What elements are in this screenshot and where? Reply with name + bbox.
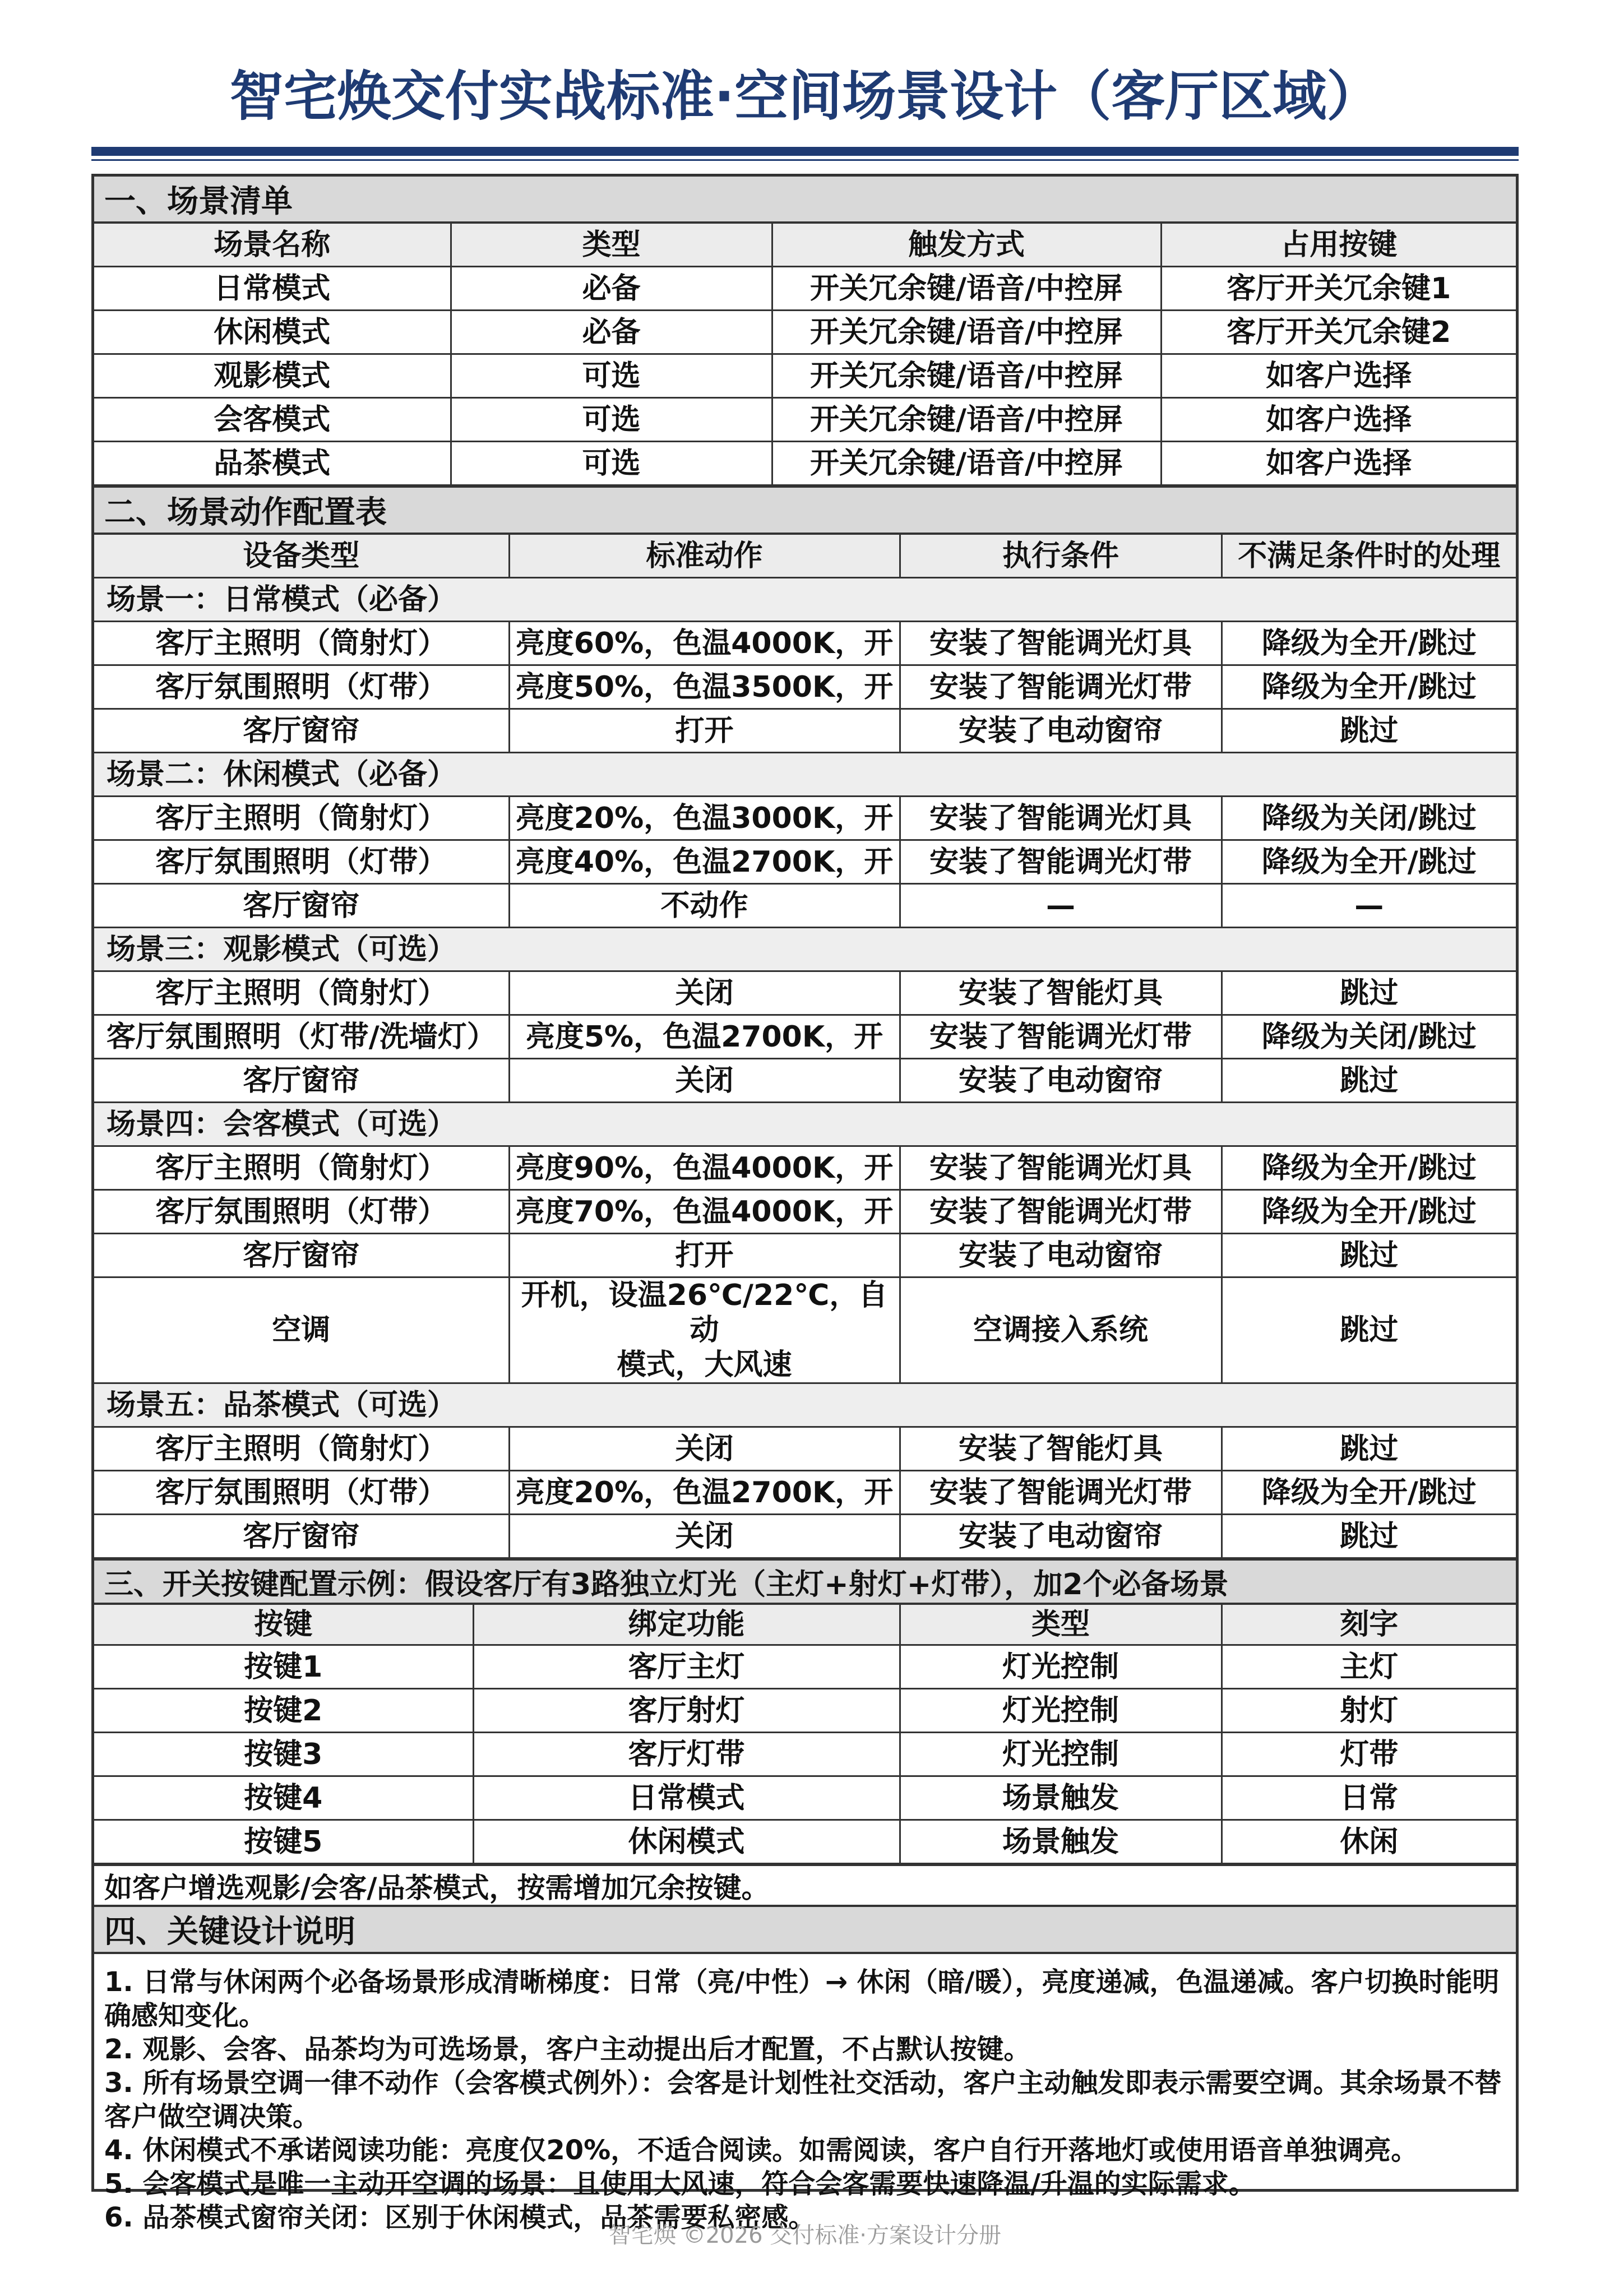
cell: 跳过 — [1222, 1427, 1516, 1471]
cell: 客厅氛围照明（灯带） — [94, 1190, 509, 1234]
cell: 安装了智能灯具 — [900, 1427, 1222, 1471]
cell: 灯光控制 — [900, 1645, 1222, 1689]
cell: 降级为全开/跳过 — [1222, 1471, 1516, 1515]
table-row — [94, 709, 1516, 753]
cell: 开关冗余键/语音/中控屏 — [772, 442, 1161, 485]
cell: 按键4 — [94, 1776, 473, 1820]
table-row — [94, 311, 1516, 354]
cell: 降级为关闭/跳过 — [1222, 1015, 1516, 1059]
cell: 关闭 — [509, 971, 900, 1015]
title-rule-thin — [91, 159, 1519, 161]
cell: 客厅氛围照明（灯带） — [94, 840, 509, 884]
table-row — [94, 1427, 1516, 1471]
table-row — [94, 267, 1516, 311]
scene-group-title: 场景三：观影模式（可选） — [94, 928, 1516, 971]
table-row — [94, 354, 1516, 398]
scene-group-row — [94, 928, 1516, 971]
title-rule — [91, 147, 1519, 156]
table-row — [94, 1190, 1516, 1234]
note-item: 2. 观影、会客、品茶均为可选场景，客户主动提出后才配置，不占默认按键。 — [104, 2034, 1031, 2065]
cell: 安装了智能调光灯具 — [900, 1146, 1222, 1190]
cell: 空调 — [94, 1277, 509, 1383]
cell: 亮度50%，色温3500K，开 — [509, 665, 900, 709]
cell: 亮度5%，色温2700K，开 — [509, 1015, 900, 1059]
cell: 跳过 — [1222, 1277, 1516, 1383]
cell: 如客户选择 — [1161, 398, 1516, 442]
cell: 按键1 — [94, 1645, 473, 1689]
cell: 降级为全开/跳过 — [1222, 1146, 1516, 1190]
table-row — [94, 797, 1516, 840]
cell: 客厅开关冗余键2 — [1161, 311, 1516, 354]
cell: 主灯 — [1222, 1645, 1516, 1689]
cell: 灯光控制 — [900, 1733, 1222, 1776]
page-title: 智宅焕交付实战标准·空间场景设计（客厅区域） — [229, 65, 1381, 128]
scene-group-title: 场景四：会客模式（可选） — [94, 1103, 1516, 1146]
cell: 安装了电动窗帘 — [900, 709, 1222, 753]
cell: 日常模式 — [94, 267, 451, 311]
cell: 休闲 — [1222, 1820, 1516, 1864]
column-header: 场景名称 — [94, 224, 451, 267]
cell: 必备 — [451, 311, 772, 354]
cell: 客厅窗帘 — [94, 709, 509, 753]
table-header-row — [94, 1605, 1516, 1645]
cell: 日常 — [1222, 1776, 1516, 1820]
cell: 亮度90%，色温4000K，开 — [509, 1146, 900, 1190]
design-notes — [94, 1954, 1516, 2240]
cell: 场景触发 — [900, 1820, 1222, 1864]
table-header-row — [94, 224, 1516, 267]
table-row — [94, 971, 1516, 1015]
column-header: 标准动作 — [509, 535, 900, 578]
scene-group-title: 场景二：休闲模式（必备） — [94, 753, 1516, 797]
note-item: 1. 日常与休闲两个必备场景形成清晰梯度：日常（亮/中性）→ 休闲（暗/暖），亮度递减，色温递减。客户切换时能明确感知变化。 — [104, 1966, 1500, 2031]
cell: 可选 — [451, 398, 772, 442]
column-header: 类型 — [900, 1605, 1222, 1645]
table-row — [94, 622, 1516, 665]
column-header: 刻字 — [1222, 1605, 1516, 1645]
cell: 客厅氛围照明（灯带） — [94, 665, 509, 709]
cell: 安装了智能调光灯带 — [900, 1471, 1222, 1515]
cell: 客厅窗帘 — [94, 884, 509, 928]
table-row — [94, 1820, 1516, 1864]
column-header: 占用按键 — [1161, 224, 1516, 267]
column-header: 执行条件 — [900, 535, 1222, 578]
column-header: 不满足条件时的处理 — [1222, 535, 1516, 578]
scene-group-title: 场景五：品茶模式（可选） — [94, 1383, 1516, 1427]
cell: 按键5 — [94, 1820, 473, 1864]
table-row — [94, 665, 1516, 709]
cell: 日常模式 — [473, 1776, 900, 1820]
section-3-heading: 三、开关按键配置示例：假设客厅有3路独立灯光（主灯+射灯+灯带），加2个必备场景 — [94, 1559, 1516, 1605]
cell: 跳过 — [1222, 1515, 1516, 1558]
cell: 降级为全开/跳过 — [1222, 1190, 1516, 1234]
cell: 客厅氛围照明（灯带） — [94, 1471, 509, 1515]
cell: 按键2 — [94, 1689, 473, 1733]
note-item: 5. 会客模式是唯一主动开空调的场景：且使用大风速，符合会客需要快速降温/升温的实际需求。 — [104, 2168, 1256, 2200]
table-row — [94, 1515, 1516, 1558]
section-4-heading: 四、关键设计说明 — [94, 1907, 1516, 1954]
cell: 开关冗余键/语音/中控屏 — [772, 267, 1161, 311]
cell: 客厅主照明（筒射灯） — [94, 1146, 509, 1190]
cell: 不动作 — [509, 884, 900, 928]
cell: 休闲模式 — [94, 311, 451, 354]
cell-ac-action — [509, 1277, 900, 1383]
cell: 客厅氛围照明（灯带/洗墙灯） — [94, 1015, 509, 1059]
cell: 关闭 — [509, 1427, 900, 1471]
note-item: 4. 休闲模式不承诺阅读功能：亮度仅20%，不适合阅读。如需阅读，客户自行开落地灯或使用语音单独调亮。 — [104, 2135, 1418, 2166]
cell: 安装了智能调光灯具 — [900, 797, 1222, 840]
cell: 安装了智能灯具 — [900, 971, 1222, 1015]
column-header: 触发方式 — [772, 224, 1161, 267]
table-row — [94, 1733, 1516, 1776]
cell: 安装了电动窗帘 — [900, 1515, 1222, 1558]
cell: 客厅窗帘 — [94, 1234, 509, 1277]
cell: 亮度20%，色温2700K，开 — [509, 1471, 900, 1515]
cell: 亮度70%，色温4000K，开 — [509, 1190, 900, 1234]
ac-action-line: 模式，大风速 — [617, 1348, 792, 1382]
cell: 客厅窗帘 — [94, 1515, 509, 1558]
table-row — [94, 1471, 1516, 1515]
cell: 关闭 — [509, 1059, 900, 1103]
cell: — — [900, 884, 1222, 928]
cell: 客厅主照明（筒射灯） — [94, 971, 509, 1015]
cell: 观影模式 — [94, 354, 451, 398]
section-1-heading: 一、场景清单 — [94, 177, 1516, 224]
column-header: 类型 — [451, 224, 772, 267]
cell: 安装了智能调光灯带 — [900, 1190, 1222, 1234]
table-row — [94, 840, 1516, 884]
table-row — [94, 1015, 1516, 1059]
cell: 开关冗余键/语音/中控屏 — [772, 311, 1161, 354]
cell: 客厅主照明（筒射灯） — [94, 1427, 509, 1471]
table-row-ac — [94, 1277, 1516, 1383]
table-header-row — [94, 535, 1516, 578]
note-item: 3. 所有场景空调一律不动作（会客模式例外）：会客是计划性社交活动，客户主动触发即表示需要空调。其余场景不替客户做空调决策。 — [104, 2067, 1502, 2132]
cell: 亮度60%，色温4000K，开 — [509, 622, 900, 665]
cell: — — [1222, 884, 1516, 928]
cell: 灯光控制 — [900, 1689, 1222, 1733]
cell: 射灯 — [1222, 1689, 1516, 1733]
cell: 安装了智能调光灯带 — [900, 840, 1222, 884]
cell: 跳过 — [1222, 1234, 1516, 1277]
cell: 亮度20%，色温3000K，开 — [509, 797, 900, 840]
cell: 跳过 — [1222, 1059, 1516, 1103]
table-row — [94, 1776, 1516, 1820]
scene-group-row — [94, 578, 1516, 622]
section-3-note: 如客户增选观影/会客/品茶模式，按需增加冗余按键。 — [94, 1864, 1516, 1907]
note-item: 6. 品茶模式窗帘关闭：区别于休闲模式，品茶需要私密感。 — [104, 2202, 816, 2233]
scene-group-row — [94, 1103, 1516, 1146]
cell: 跳过 — [1222, 709, 1516, 753]
column-header: 设备类型 — [94, 535, 509, 578]
cell: 如客户选择 — [1161, 354, 1516, 398]
cell: 客厅射灯 — [473, 1689, 900, 1733]
cell: 客厅主照明（筒射灯） — [94, 797, 509, 840]
cell: 场景触发 — [900, 1776, 1222, 1820]
scene-group-title: 场景一：日常模式（必备） — [94, 578, 1516, 622]
cell: 降级为全开/跳过 — [1222, 840, 1516, 884]
cell: 客厅灯带 — [473, 1733, 900, 1776]
section-2-heading: 二、场景动作配置表 — [94, 486, 1516, 535]
cell: 降级为全开/跳过 — [1222, 665, 1516, 709]
cell: 可选 — [451, 442, 772, 485]
cell: 打开 — [509, 1234, 900, 1277]
cell: 开关冗余键/语音/中控屏 — [772, 354, 1161, 398]
document-frame — [91, 174, 1519, 2233]
cell: 客厅主照明（筒射灯） — [94, 622, 509, 665]
cell: 安装了电动窗帘 — [900, 1059, 1222, 1103]
cell: 必备 — [451, 267, 772, 311]
scene-list-table — [94, 224, 1516, 486]
page-footer: 智宅焕 ©2026 交付标准·方案设计分册 — [609, 2223, 1001, 2248]
table-row — [94, 1689, 1516, 1733]
cell: 会客模式 — [94, 398, 451, 442]
table-row — [94, 1146, 1516, 1190]
cell: 客厅主灯 — [473, 1645, 900, 1689]
table-row — [94, 1059, 1516, 1103]
cell: 关闭 — [509, 1515, 900, 1558]
column-header: 按键 — [94, 1605, 473, 1645]
cell: 可选 — [451, 354, 772, 398]
cell: 休闲模式 — [473, 1820, 900, 1864]
table-row — [94, 442, 1516, 485]
column-header: 绑定功能 — [473, 1605, 900, 1645]
cell: 客厅开关冗余键1 — [1161, 267, 1516, 311]
cell: 开关冗余键/语音/中控屏 — [772, 398, 1161, 442]
cell: 安装了电动窗帘 — [900, 1234, 1222, 1277]
scene-action-table — [94, 535, 1516, 1559]
cell: 客厅窗帘 — [94, 1059, 509, 1103]
cell: 安装了智能调光灯具 — [900, 622, 1222, 665]
table-row — [94, 884, 1516, 928]
scene-group-row — [94, 1383, 1516, 1427]
cell: 如客户选择 — [1161, 442, 1516, 485]
cell: 跳过 — [1222, 971, 1516, 1015]
cell: 打开 — [509, 709, 900, 753]
cell: 灯带 — [1222, 1733, 1516, 1776]
switch-key-table — [94, 1605, 1516, 1864]
cell: 安装了智能调光灯带 — [900, 1015, 1222, 1059]
table-row — [94, 1234, 1516, 1277]
ac-action-line: 开机，设温26℃/22℃，自动 — [521, 1279, 888, 1347]
table-row — [94, 398, 1516, 442]
cell: 亮度40%，色温2700K，开 — [509, 840, 900, 884]
cell: 空调接入系统 — [900, 1277, 1222, 1383]
cell: 按键3 — [94, 1733, 473, 1776]
cell: 降级为全开/跳过 — [1222, 622, 1516, 665]
cell: 降级为关闭/跳过 — [1222, 797, 1516, 840]
cell: 安装了智能调光灯带 — [900, 665, 1222, 709]
scene-group-row — [94, 753, 1516, 797]
table-row — [94, 1645, 1516, 1689]
cell: 品茶模式 — [94, 442, 451, 485]
